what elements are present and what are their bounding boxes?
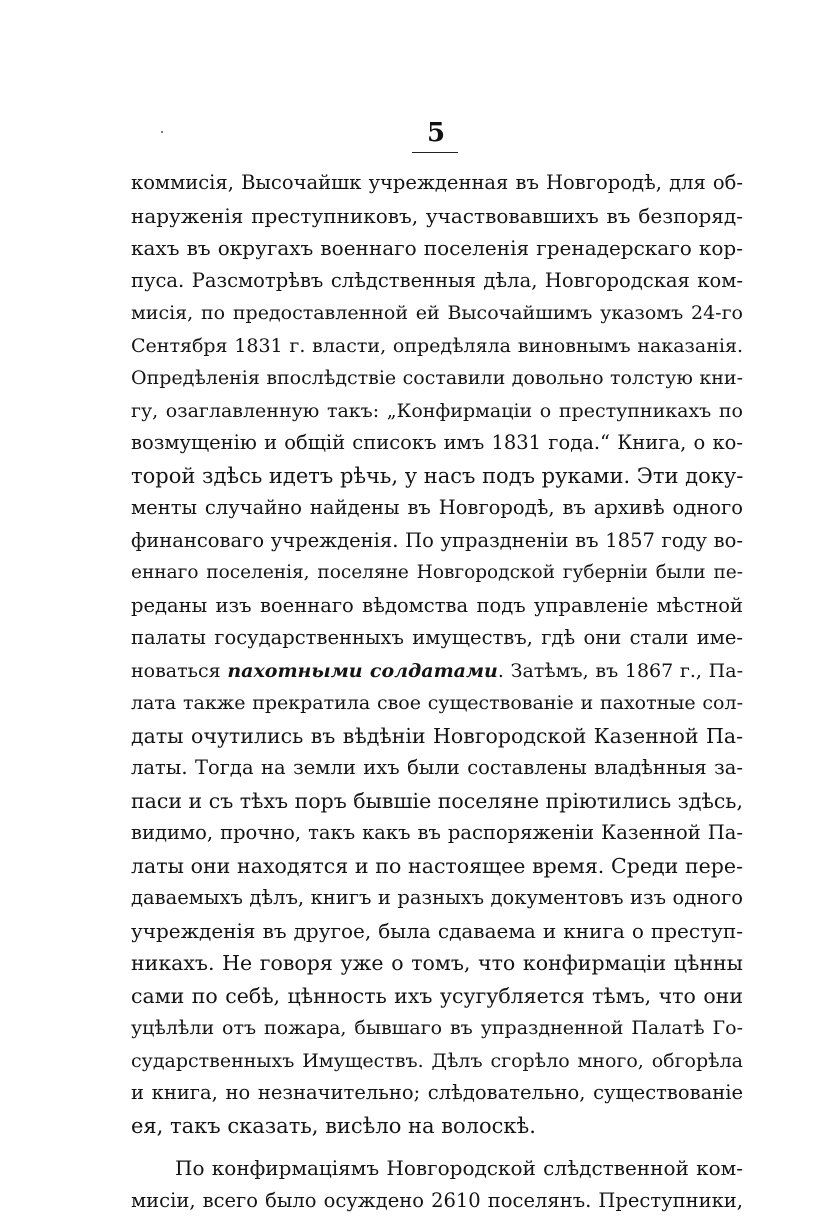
text-line: мисія, по предоставленной ей Высочайшимъ указомъ 24-го <box>131 297 743 330</box>
text-line: уцѣлѣли отъ пожара, бывшаго въ упраздненной Палатѣ Го- <box>131 1012 743 1045</box>
text-line: наруженія преступниковъ, участвовавшихъ въ безпоряд- <box>131 200 743 233</box>
text-line: Опредѣленія впослѣдствіе составили довольно толстую кни- <box>131 362 743 395</box>
text-line-paragraph-start: По конфирмаціямъ Новгородской слѣдственной ком- <box>131 1152 743 1185</box>
text-line: лата также прекратила свое существованіе и пахотные сол- <box>131 687 743 720</box>
text-line: возмущенію и общій списокъ имъ 1831 года.“ Книга, о ко- <box>131 427 743 460</box>
text-line: сами по себѣ, цѣнность ихъ усугубляется тѣмъ, что они <box>131 980 743 1013</box>
text-line: торой здѣсь идетъ рѣчь, у насъ подъ руками. Эти доку- <box>131 460 743 493</box>
page-number: 5 <box>414 118 458 148</box>
text-line: гу, озаглавленную такъ: „Конфирмаціи о преступникахъ по <box>131 395 743 428</box>
page-number-rule <box>412 152 458 153</box>
scan-speck <box>161 131 163 133</box>
text-line: латы. Тогда на земли ихъ были составлены владѣнныя за- <box>131 752 743 785</box>
text-line: палаты государственныхъ имуществъ, гдѣ они стали име- <box>131 622 743 655</box>
text-line: мисіи, всего было осуждено 2610 поселянъ. Преступники, <box>131 1185 743 1217</box>
text-line: финансоваго учрежденія. По упраздненіи въ 1857 году во- <box>131 525 743 558</box>
italic-term: пахотными солдатами <box>227 660 498 682</box>
text-line: Сентября 1831 г. власти, опредѣляла виновнымъ наказанія. <box>131 330 743 363</box>
text-line-with-italic <box>131 655 743 688</box>
text-line: коммисія, Высочайшк учрежденная въ Новгородѣ, для об- <box>131 167 743 200</box>
text-line: никахъ. Не говоря уже о томъ, что конфирмаціи цѣнны <box>131 947 743 980</box>
text-line: реданы изъ военнаго вѣдомства подъ управленіе мѣстной <box>131 590 743 623</box>
text-line: учрежденія въ другое, была сдаваема и книга о преступ- <box>131 915 743 948</box>
text-line: менты случайно найдены въ Новгородѣ, въ архивѣ одного <box>131 492 743 525</box>
text-line: латы они находятся и по настоящее время. Среди пере- <box>131 850 743 883</box>
text-line-paragraph-end: ея, такъ сказать, висѣло на волоскѣ. <box>131 1110 743 1143</box>
text-line: еннаго поселенія, поселяне Новгородской губерніи были пе- <box>131 557 743 590</box>
text-line: пуса. Разсмотрѣвъ слѣдственныя дѣла, Новгородская ком- <box>131 265 743 298</box>
text-line: даваемыхъ дѣлъ, книгъ и разныхъ документовъ изъ одного <box>131 882 743 915</box>
text-segment: . Затѣмъ, въ 1867 г., Па- <box>498 660 743 682</box>
text-line: и книга, но незначительно; слѣдовательно, существованіе <box>131 1077 743 1110</box>
paragraph-gap <box>131 1142 743 1152</box>
text-line: сударственныхъ Имуществъ. Дѣлъ сгорѣло много, обгорѣла <box>131 1045 743 1078</box>
text-line: кахъ въ округахъ военнаго поселенія гренадерскаго кор- <box>131 232 743 265</box>
body-text <box>131 167 743 1217</box>
text-segment: новаться <box>131 660 227 682</box>
text-line: паси и съ тѣхъ поръ бывшіе поселяне пріютились здѣсь, <box>131 785 743 818</box>
text-line: видимо, прочно, такъ какъ въ распоряженіи Казенной Па- <box>131 817 743 850</box>
text-line: даты очутились въ вѣдѣніи Новгородской Казенной Па- <box>131 720 743 753</box>
